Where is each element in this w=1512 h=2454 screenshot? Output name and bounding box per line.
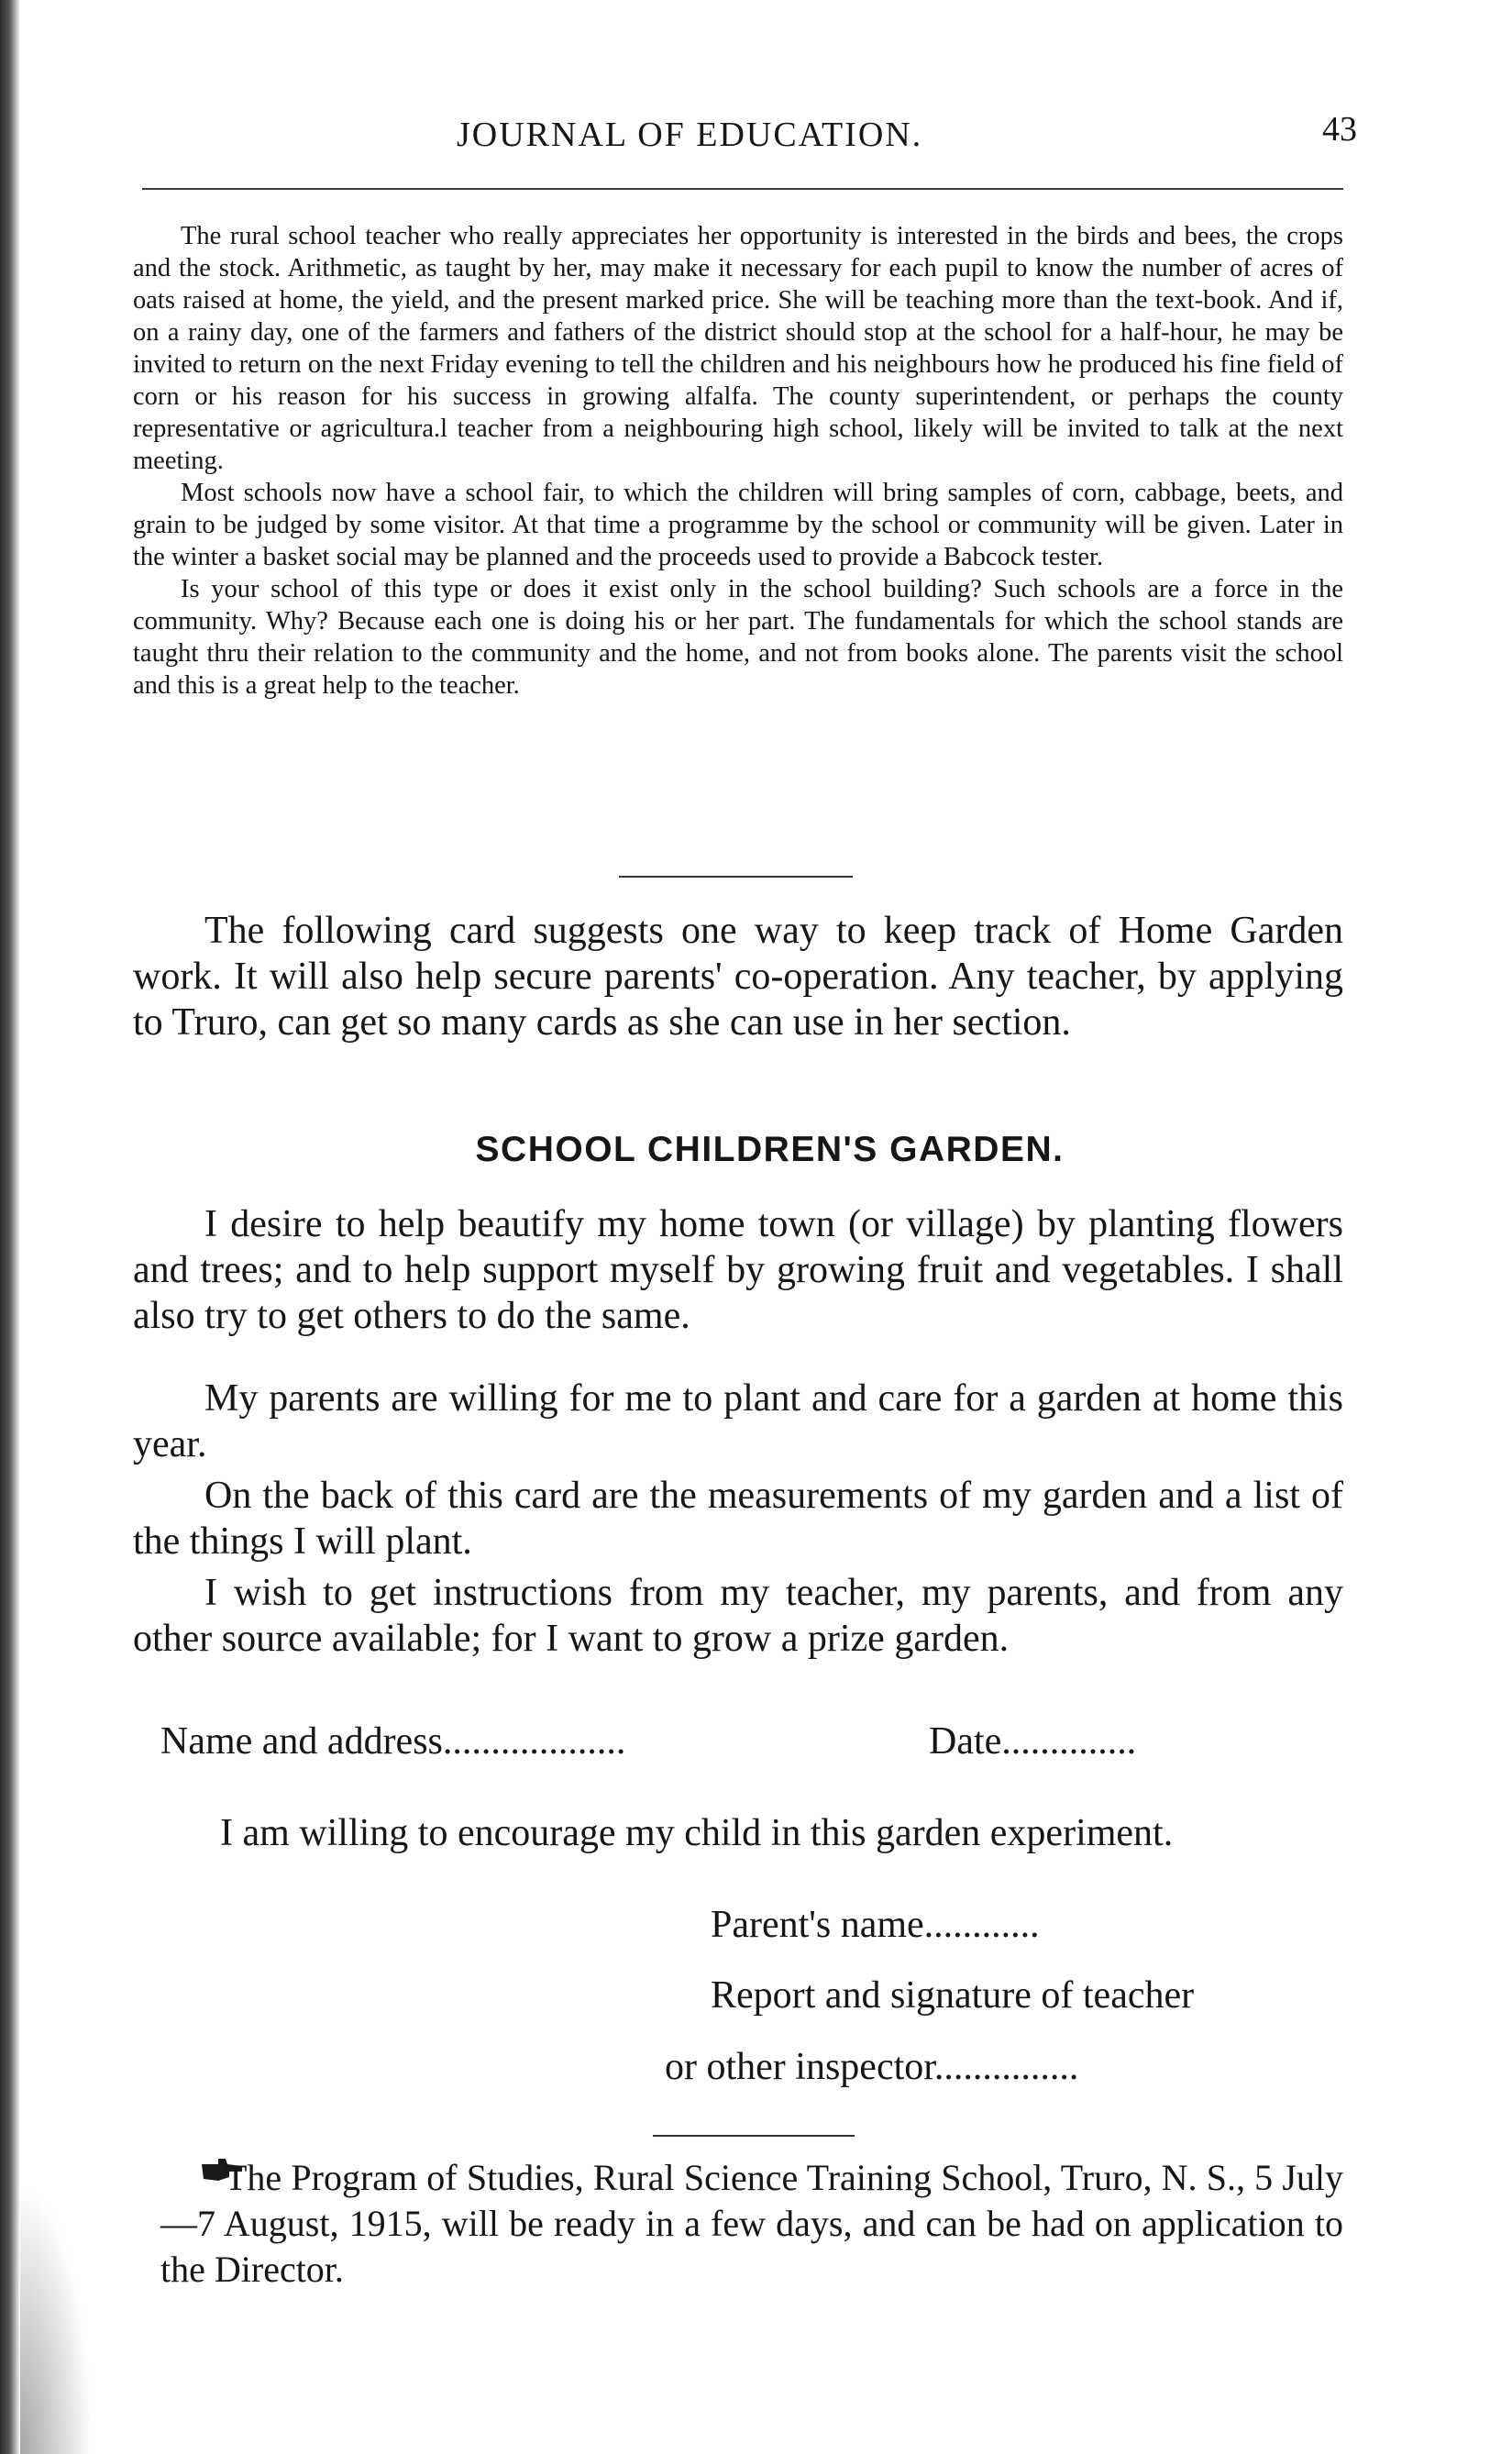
other-inspector-field: or other inspector............... [665,2046,1079,2088]
binding-shadow [0,0,20,2454]
name-address-field: Name and address................... [160,1720,626,1763]
page-number: 43 [1322,110,1357,149]
page-edge-shading [20,2183,94,2454]
name-date-line [160,1719,1352,1767]
header-rule [142,188,1343,190]
card-title: SCHOOL CHILDREN'S GARDEN. [475,1130,1065,1169]
running-head: JOURNAL OF EDUCATION. [457,116,923,154]
card-introduction: The following card suggests one way to keep track of Home Garden work. It will also help secure parents' co-operation. Any teacher, by applying to Truro, can get so many cards as she can use in her section. [133,910,1343,1044]
page-header [165,110,1357,170]
parent-consent-line: I am willing to encourage my child in this garden experiment. [220,1812,1174,1854]
rural-paragraph: Most schools now have a school fair, to which the children will bring samples of corn, cabbage, beets, and grain to be judged by some visitor. At that time a programme by the school or community will be given. Later in the winter a basket social may be planned and the proceeds used to provide a Babcock tester. [133,479,1343,571]
date-field: Date.............. [929,1720,1137,1763]
parent-name-field: Parent's name............ [711,1904,1040,1946]
section-divider [619,876,853,878]
card-paragraph: I desire to help beautify my home town (or village) by planting flowers and trees; and to help support myself by growing fruit and vegetables. I shall also try to get others to do the same. [133,1203,1343,1337]
section-divider [653,2135,855,2137]
rural-paragraph: The rural school teacher who really appreciates her opportunity is interested in the birds and bees, the crops and the stock. Arithmetic, as taught by her, may make it necessary for each pupil to know the number of acres of oats raised at home, the yield, and the present marked price. She will be teaching more than the text-book. And if, on a rainy day, one of the farmers and fathers of the district should stop at the school for a half-hour, he may be invited to return on the next Friday evening to tell the children and his neighbours how he produced his fine field of corn or his reason for his success in growing alfalfa. The county superintendent, or perhaps the county representative or agricultura.l teacher from a neighbouring high school, likely will be invited to talk at the next meeting. [133,222,1343,475]
rural-teacher-section [133,220,1343,702]
program-notice: The Program of Studies, Rural Science Training School, Truro, N. S., 5 July—7 August, 1915, will be ready in a few days, and can be had on application to the Director. [160,2157,1343,2290]
card-paragraph: I wish to get instructions from my teacher, my parents, and from any other source available; for I want to grow a prize garden. [133,1572,1343,1660]
rural-paragraph: Is your school of this type or does it exist only in the school building? Such schools are a force in the community. Why? Because each one is doing his or her part. The fundamentals for which the school stands are taught thru their relation to the community and the home, and not from books alone. The parents visit the school and this is a great help to the teacher. [133,575,1343,700]
card-body [133,1201,1343,1667]
report-signature-label: Report and signature of teacher [711,1974,1195,2017]
card-paragraph: My parents are willing for me to plant and care for a garden at home this year. [133,1377,1343,1465]
card-paragraph: On the back of this card are the measurements of my garden and a list of the things I will plant. [133,1475,1343,1563]
